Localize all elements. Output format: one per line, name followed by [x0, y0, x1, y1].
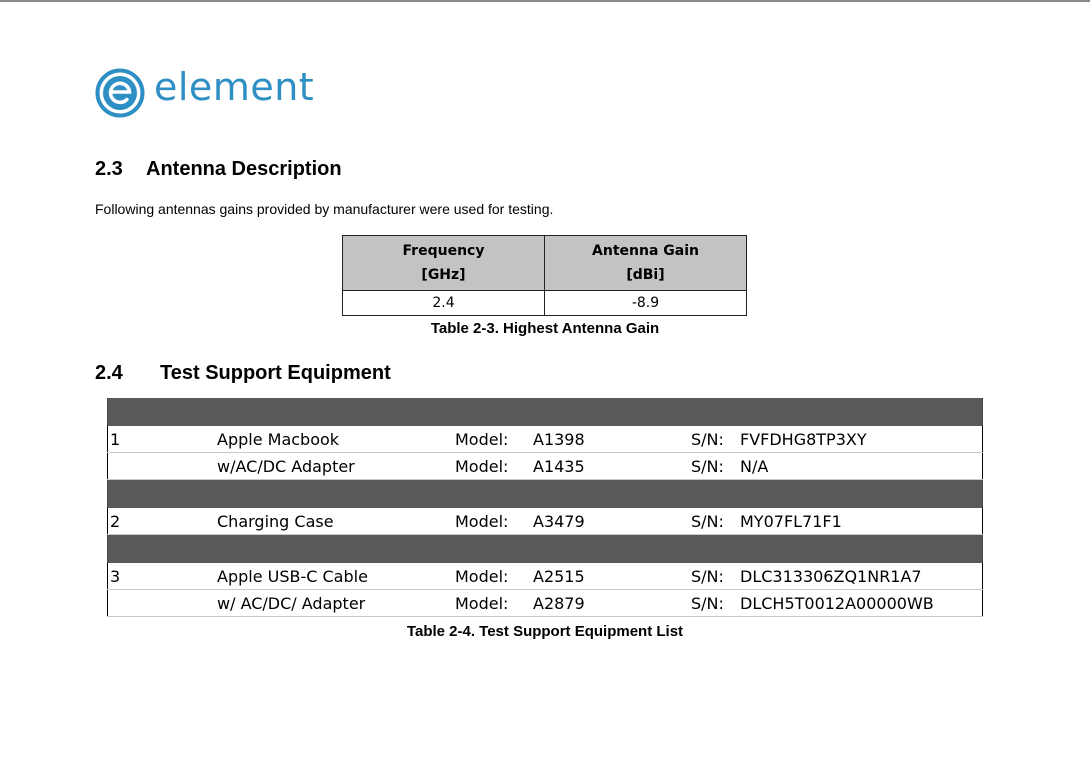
serial-label: S/N:: [691, 512, 724, 531]
serial-label: S/N:: [691, 430, 724, 449]
model-label: Model:: [455, 457, 509, 476]
table-row: [107, 563, 983, 590]
section-heading-antenna: [95, 157, 342, 181]
section-number: 2.3: [95, 158, 123, 180]
table-caption-equipment: Table 2-4. Test Support Equipment List: [406, 623, 684, 640]
model-label: Model:: [455, 512, 509, 531]
table-caption-antenna: Table 2-3. Highest Antenna Gain: [430, 320, 660, 337]
item-number: 1: [110, 430, 121, 449]
model-value: A3479: [533, 512, 585, 531]
antenna-intro-text: Following antennas gains provided by manufacturer were used for testing.: [95, 201, 554, 217]
header-frequency: Frequency [GHz]: [343, 236, 545, 291]
table-row: [107, 590, 983, 617]
brand-name: element: [154, 65, 315, 109]
serial-label: S/N:: [691, 457, 724, 476]
table-row: [343, 291, 747, 316]
model-value: A2515: [533, 567, 585, 586]
item-number: 2: [110, 512, 121, 531]
serial-value: DLCH5T0012A00000WB: [740, 594, 934, 613]
item-number: 3: [110, 567, 121, 586]
item-name: Apple USB-C Cable: [217, 567, 368, 586]
section-heading-equipment: [95, 361, 391, 385]
serial-value: DLC313306ZQ1NR1A7: [740, 567, 922, 586]
element-logo: [95, 65, 315, 118]
item-name: Apple Macbook: [217, 430, 340, 449]
table-row: [107, 453, 983, 480]
table-header-row: [343, 236, 747, 291]
equipment-group-band: [107, 535, 983, 563]
element-logo-icon: [95, 68, 145, 118]
item-name: w/ AC/DC/ Adapter: [217, 594, 366, 613]
section-number: 2.4: [95, 362, 123, 384]
model-label: Model:: [455, 567, 509, 586]
model-value: A1435: [533, 457, 585, 476]
serial-value: MY07FL71F1: [740, 512, 842, 531]
section-title: Antenna Description: [146, 158, 342, 180]
equipment-table: [107, 398, 983, 620]
table-row: [107, 508, 983, 535]
model-label: Model:: [455, 594, 509, 613]
section-title: Test Support Equipment: [160, 362, 391, 384]
model-label: Model:: [455, 430, 509, 449]
item-name: w/AC/DC Adapter: [217, 457, 355, 476]
serial-label: S/N:: [691, 567, 724, 586]
model-value: A2879: [533, 594, 585, 613]
equipment-group-band: [107, 480, 983, 508]
table-row: [107, 426, 983, 453]
model-value: A1398: [533, 430, 585, 449]
gain-value: -8.9: [545, 291, 747, 316]
serial-value: FVFDHG8TP3XY: [740, 430, 867, 449]
item-name: Charging Case: [217, 512, 334, 531]
equipment-group-band: [107, 398, 983, 426]
antenna-gain-table: [342, 235, 747, 316]
serial-label: S/N:: [691, 594, 724, 613]
page-top-border: [0, 0, 1090, 2]
header-antenna-gain: Antenna Gain [dBi]: [545, 236, 747, 291]
frequency-value: 2.4: [343, 291, 545, 316]
serial-value: N/A: [740, 457, 769, 476]
